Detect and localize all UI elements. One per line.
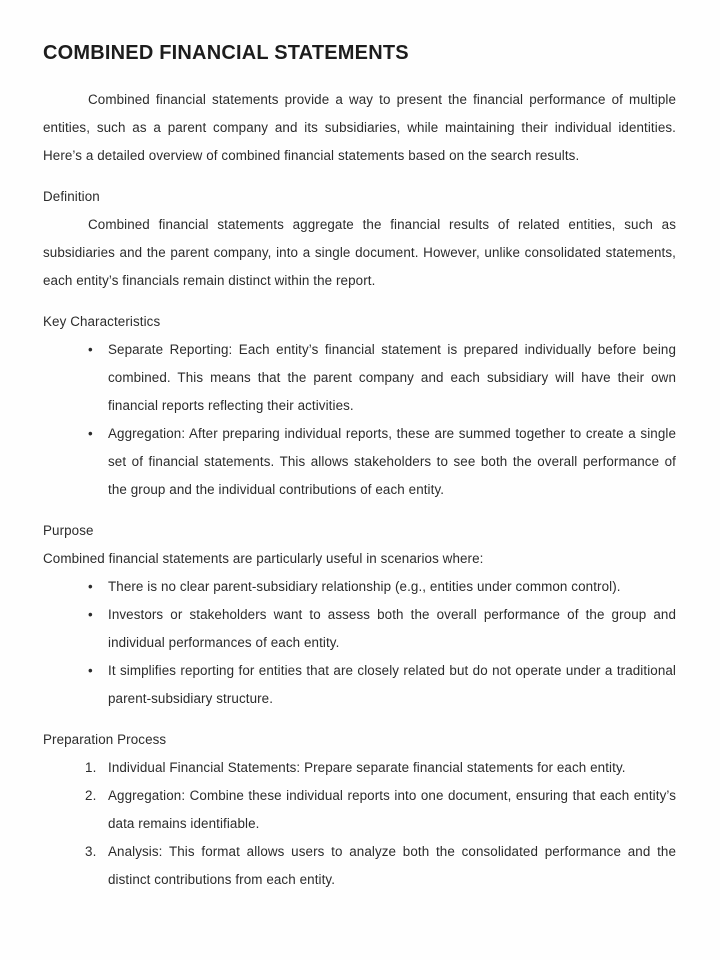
section-heading-purpose: Purpose [43,523,94,538]
list-item: • It simplifies reporting for entities that are closely related but do not operate under a traditional parent-subsidiary structure. [108,657,676,713]
purpose-list [43,573,676,713]
list-item: Analysis: This format allows users to analyze both the consolidated performance and the distinct contributions from each entity. [108,844,676,887]
section-definition [43,183,676,295]
section-heading-definition: Definition [43,189,100,204]
list-item: • Separate Reporting: Each entity’s financial statement is prepared individually before being combined. This means that the parent company and each subsidiary will have their own financial reports reflecting their activities. [108,336,676,420]
list-item: • There is no clear parent-subsidiary relationship (e.g., entities under common control). [108,573,676,601]
definition-paragraph: Combined financial statements aggregate the financial results of related entities, such as subsidiaries and the parent company, into a single document. However, unlike consolidated statements, each entity’s financials remain distinct within the report. [43,217,676,288]
section-heading-preparation-process: Preparation Process [43,732,167,747]
list-item: Individual Financial Statements: Prepare separate financial statements for each entity. [108,760,626,775]
list-item: Aggregation: Combine these individual reports into one document, ensuring that each entity’s data remains identifiable. [108,788,676,831]
document-title: COMBINED FINANCIAL STATEMENTS [43,42,409,64]
section-purpose [43,517,676,713]
section-preparation-process [43,726,676,894]
purpose-lead: Combined financial statements are particularly useful in scenarios where: [43,551,484,566]
list-item: • Investors or stakeholders want to assess both the overall performance of the group and individual performances of each entity. [108,601,676,657]
key-characteristics-list [43,336,676,504]
list-item: • Aggregation: After preparing individual reports, these are summed together to create a single set of financial statements. This allows stakeholders to see both the overall performance of the group and the individual contributions of each entity. [108,420,676,504]
intro-paragraph: Combined financial statements provide a way to present the financial performance of multiple entities, such as a parent company and its subsidiaries, while maintaining their individual identities. Here’s a detailed overview of combined financial statements based on the search results. [43,92,676,163]
section-heading-key-characteristics: Key Characteristics [43,314,161,329]
preparation-process-list [43,754,676,894]
section-key-characteristics [43,308,676,504]
